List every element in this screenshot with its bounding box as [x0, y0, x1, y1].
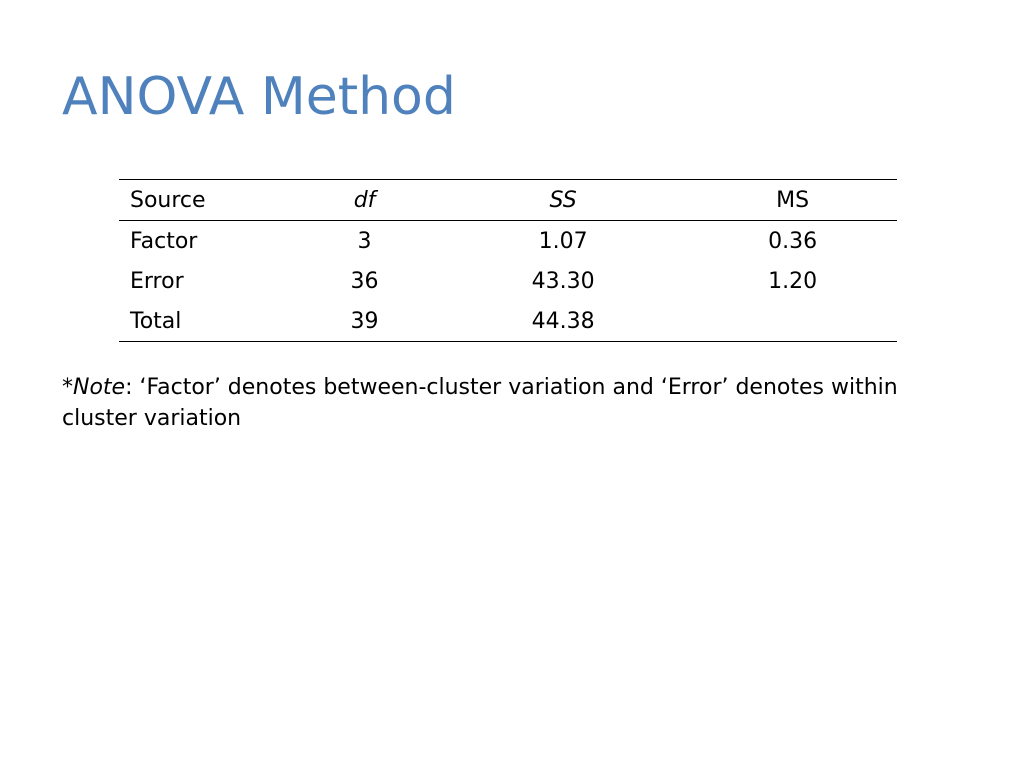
- cell-ss: 1.07: [538, 228, 588, 254]
- note-text: : ‘Factor’ denotes between-cluster variation and ‘Error’ denotes within cluster variation: [62, 375, 898, 431]
- table-header-row: [119, 180, 897, 221]
- anova-table: [119, 179, 897, 342]
- cell-ss: 43.30: [531, 268, 595, 294]
- cell-df: 39: [350, 308, 379, 334]
- header-source: Source: [130, 187, 206, 213]
- note-label: Note: [73, 375, 126, 400]
- cell-ms: 0.36: [768, 228, 818, 254]
- cell-source: Total: [130, 308, 182, 334]
- cell-ms: [688, 301, 897, 342]
- header-ms: MS: [776, 187, 810, 213]
- header-ss: SS: [549, 187, 577, 213]
- note-prefix: *: [62, 375, 73, 400]
- table-row: [119, 261, 897, 301]
- footnote: [62, 372, 972, 434]
- cell-source: Error: [130, 268, 184, 294]
- slide-title: ANOVA Method: [62, 67, 456, 127]
- cell-ms: 1.20: [768, 268, 818, 294]
- cell-source: Factor: [130, 228, 198, 254]
- header-df: df: [353, 187, 376, 213]
- table-row: [119, 301, 897, 342]
- cell-df: 36: [350, 268, 379, 294]
- cell-ss: 44.38: [531, 308, 595, 334]
- table-row: [119, 221, 897, 262]
- cell-df: 3: [357, 228, 372, 254]
